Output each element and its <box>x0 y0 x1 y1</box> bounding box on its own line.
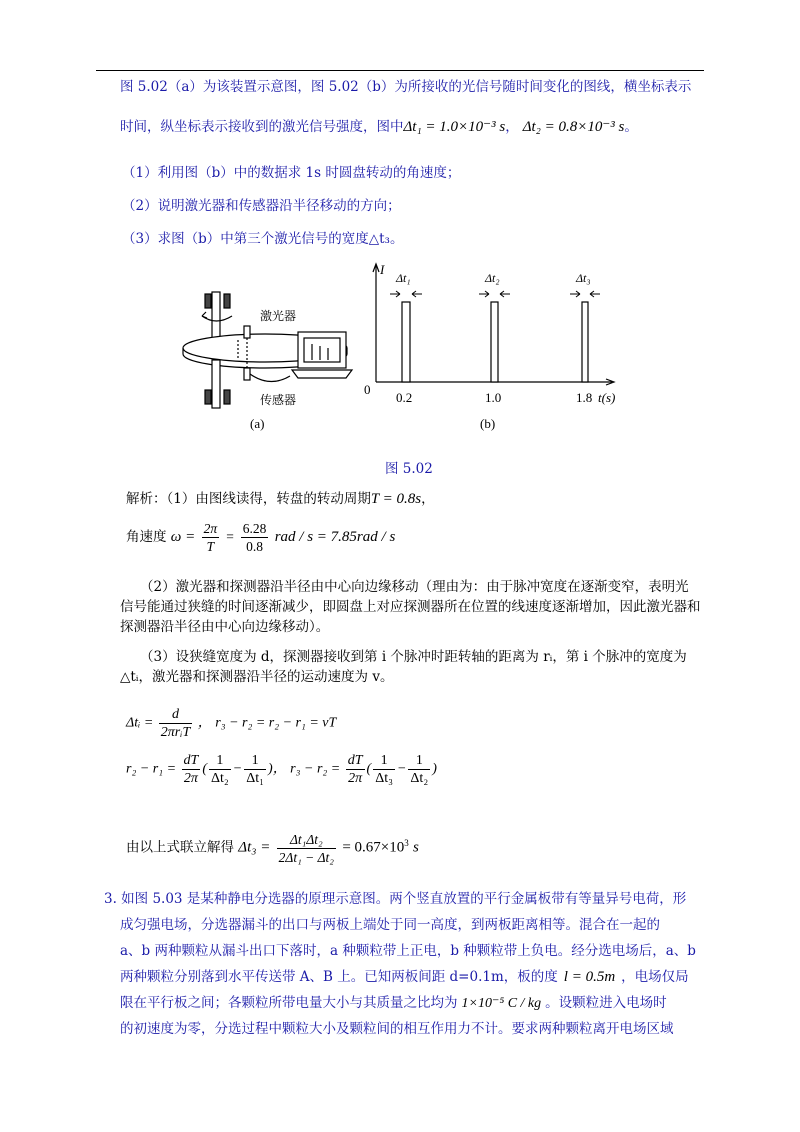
label-b: (b) <box>480 416 496 431</box>
laser-label: 激光器 <box>260 309 297 323</box>
question-1: （1）利用图（b）中的数据求 1s 时圆盘转动的角速度； <box>122 165 461 181</box>
header-rule <box>96 70 704 71</box>
bearing-top-right <box>224 294 230 308</box>
pulse-width-arrow-2 <box>479 291 510 297</box>
laser-emitter <box>244 326 250 338</box>
pulse-label-1: Δt₁ <box>396 271 411 285</box>
origin-label: 0 <box>364 382 371 397</box>
pulse-label-2: Δt₂ <box>485 271 500 285</box>
final-equation: 由以上式联立解得 Δt₃ = $\frac{\text{Δt₁Δt₂}}{\text{2Δt₁ − Δt₂}}$ = $0.67\times 10^3$ s <box>126 831 419 865</box>
solution-part-1: 解析：（1）由图线读得，转盘的转动周期T = 0.8s， <box>126 491 435 507</box>
figure-caption: 图 5.02 <box>385 461 433 477</box>
question-3: （3）求图（b）中第三个激光信号的宽度△t₃。 <box>122 231 404 247</box>
pulse-3 <box>582 302 588 382</box>
equation-1: Δtᵢ = $\frac{d}{\text{2πrᵢT}}$ ， r₃ − r₂ = r₂ − r₁ = vT <box>126 707 337 740</box>
solution-part-2-line-2: 信号能通过狭缝的时间逐渐减少，即圆盘上对应探测器所在位置的线速度逐渐增加，因此激光器和 <box>120 599 701 615</box>
bearing-top-left <box>205 294 211 308</box>
sensor-cable <box>250 374 290 382</box>
keyboard <box>292 370 352 378</box>
pulse-width-arrow-3 <box>570 291 600 297</box>
tick-label-1: 0.2 <box>396 390 413 405</box>
shaft-lower <box>212 360 220 408</box>
equation-2: r₂ − r₁ = $\frac{dT}{2\pi}$ ( $\frac{1}{\text{Δt₂}}$ − $\frac{1}{\text{Δt₁}}$ )， r₃ − r₂ = $\frac{dT}{2\pi}$ ( $\frac{1}{\text{Δt₃}}$ − $\frac{1}{\text{Δt₂}}$ ) <box>126 753 437 786</box>
solution-part-3-line-2: △tᵢ，激光器和探测器沿半径的运动速度为 v。 <box>120 669 394 685</box>
y-axis-label: I <box>380 262 385 277</box>
tick-label-3: 1.8 <box>576 390 593 405</box>
monitor-screen <box>304 338 340 362</box>
figure-5-02 <box>180 258 640 438</box>
pulse-1 <box>402 302 410 382</box>
dt1-expression: Δt₁ = 1.0×10⁻³ s <box>403 119 506 135</box>
pulse-layer <box>390 271 600 405</box>
problem-3-line-2: 成匀强电场，分选器漏斗的出口与两板上端处于同一高度，到两板距离相等。混合在一起的 <box>120 917 660 933</box>
label-a: (a) <box>250 416 265 431</box>
pulse-width-arrow-1 <box>390 291 422 297</box>
pulse-label-3: Δt₃ <box>576 271 591 285</box>
x-axis-label: t(s) <box>598 390 616 405</box>
sensor-label: 传感器 <box>260 393 297 407</box>
problem-3-line-3: a、b 两种颗粒从漏斗出口下落时，a 种颗粒带上正电，b 种颗粒带上负电。经分选电场后，a、b <box>120 943 696 959</box>
intro-line-2: 时间，纵坐标表示接收到的激光信号强度，图中Δt₁ = 1.0×10⁻³ s， Δt₂ = 0.8×10⁻³ s。 <box>120 119 638 135</box>
pulse-2 <box>491 302 498 382</box>
sensor-box <box>244 368 250 380</box>
problem-3-line-5: 限在平行板之间；各颗粒所带电量大小与其质量之比均为 1×10⁻⁵ C / kg 。设颗粒进入电场时 <box>120 995 667 1011</box>
bearing-bottom-left <box>205 390 211 404</box>
question-2: （2）说明激光器和传感器沿半径移动的方向； <box>122 198 401 214</box>
problem-3-line-6: 的初速度为零，分选过程中颗粒大小及颗粒间的相互作用力不计。要求两种颗粒离开电场区域 <box>120 1021 674 1037</box>
dt2-expression: Δt₂ = 0.8×10⁻³ s <box>522 119 625 135</box>
omega-equation: 角速度 ω = $\frac{2\pi}{T}$ = $\frac{6.28}{0.8}$ rad / s = 7.85rad / s <box>126 521 396 554</box>
shaft-upper <box>212 292 220 340</box>
problem-3-line-4: 两种颗粒分别落到水平传送带 A、B 上。已知两板间距 d=0.1m，板的度 l = 0.5m ，电场仅局 <box>120 969 689 985</box>
intro-line-1: 图 5.02（a）为该装置示意图，图 5.02（b）为所接收的光信号随时间变化的图线，横坐标表示 <box>120 79 692 95</box>
problem-3-line-1: 3. 如图 5.03 是某种静电分选器的原理示意图。两个竖直放置的平行金属板带有等量异号电荷，形 <box>104 891 687 907</box>
solution-part-3-line-1: （3）设狭缝宽度为 d，探测器接收到第 i 个脉冲时距转轴的距离为 rᵢ，第 i 个脉冲的宽度为 <box>140 649 687 665</box>
bearing-bottom-right <box>224 390 230 404</box>
solution-part-2-line-1: （2）激光器和探测器沿半径由中心向边缘移动（理由为：由于脉冲宽度在逐渐变窄，表明光 <box>140 579 689 595</box>
solution-part-2-line-3: 探测器沿半径由中心向边缘移动）。 <box>120 619 330 635</box>
tick-label-2: 1.0 <box>485 390 502 405</box>
